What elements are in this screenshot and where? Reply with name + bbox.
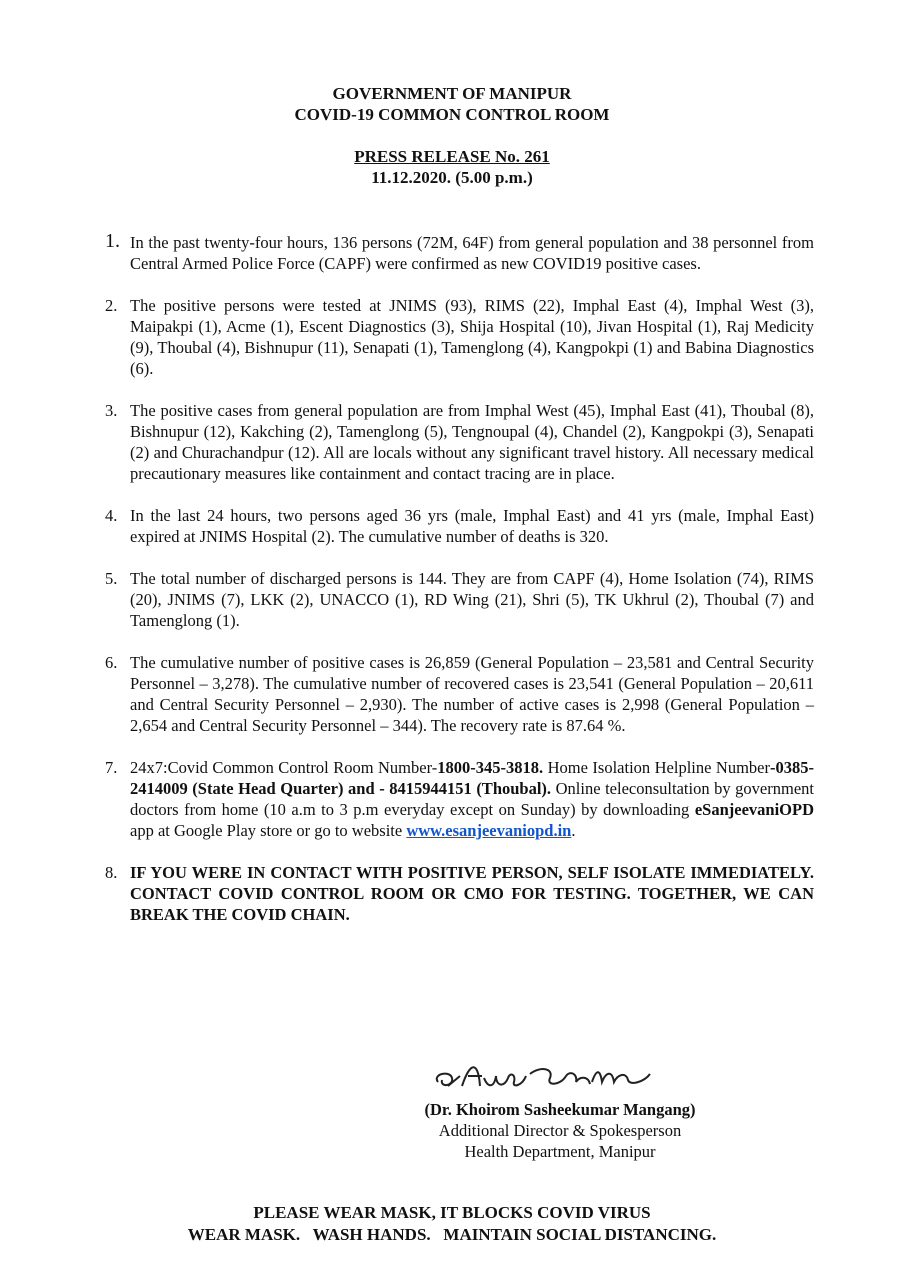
list-item [105, 400, 814, 484]
item-text: The cumulative number of positive cases is 26,859 (General Population – 23,581 and Central Security Personnel – 3,278). The cumulative number of recovered cases is 23,541 (General Population – 20,611 and Central Security Personnel – 2,930). The number of active cases is 2,998 (General Population – 2,654 and Central Security Personnel – 344). The recovery rate is 87.64 %. [130, 653, 814, 735]
advisory-text: IF YOU WERE IN CONTACT WITH POSITIVE PERSON, SELF ISOLATE IMMEDIATELY. CONTACT COVID CONTROL ROOM OR CMO FOR TESTING. TOGETHER, WE CAN BREAK THE COVID CHAIN. [130, 863, 814, 924]
item-number: 8. [105, 863, 118, 882]
helpline-numbers: -0385-2414009 (State Head Quarter) and - 8415944151 (Thoubal). [130, 758, 815, 798]
item-number: 4. [105, 506, 118, 525]
list-item [105, 652, 814, 736]
list-item-advisory [105, 862, 814, 925]
item-text: Online teleconsultation by government doctors from home (10 a.m to 3 p.m everyday except on Sunday) by downloading [130, 779, 814, 819]
item-number: 1. [105, 230, 120, 252]
item-number: 2. [105, 296, 118, 315]
list-item [105, 568, 814, 631]
item-number: 6. [105, 653, 118, 672]
item-number: 5. [105, 569, 118, 588]
footer-mask-message: PLEASE WEAR MASK, IT BLOCKS COVID VIRUS [253, 1203, 651, 1222]
signatory-department: Health Department, Manipur [464, 1142, 656, 1161]
item-text: The positive cases from general population are from Imphal West (45), Imphal East (41), Thoubal (8), Bishnupur (12), Kakching (2), Tamenglong (5), Tengnoupal (4), Chandel (2), Kangpokpi (3), Senapati (2) and Churachandpur (12). All are locals without any significant travel history. All necessary medical precautionary measures like containment and contact tracing are in place. [130, 401, 814, 483]
footer-safety-message: WEAR MASK. WASH HANDS. MAINTAIN SOCIAL DISTANCING. [187, 1225, 717, 1244]
header-government: GOVERNMENT OF MANIPUR [332, 84, 572, 103]
signatory-block [360, 1099, 760, 1162]
item-number: 7. [105, 758, 118, 777]
list-item [105, 295, 814, 379]
item-text: . [571, 821, 576, 840]
list-item [105, 232, 814, 274]
signatory-title: Additional Director & Spokesperson [438, 1121, 682, 1140]
press-release-date: 11.12.2020. (5.00 p.m.) [371, 168, 533, 187]
item-text: The positive persons were tested at JNIMS (93), RIMS (22), Imphal East (4), Imphal West (3), Maipakpi (1), Acme (1), Escent Diagnostics (3), Shija Hospital (10), Jivan Hospital (1), Raj Medicity (9), Thoubal (4), Bishnupur (11), Senapati (1), Tamenglong (4), Kangpokpi (1) and Babina Diagnostics (6). [130, 296, 814, 378]
item-text: In the last 24 hours, two persons aged 36 yrs (male, Imphal East) and 41 yrs (male, Imphal East) expired at JNIMS Hospital (2). The cumulative number of deaths is 320. [130, 506, 814, 546]
item-text: Home Isolation Helpline Number [543, 758, 771, 777]
list-item-helpline [105, 757, 814, 841]
item-text: app at Google Play store or go to website [130, 821, 407, 840]
header-control-room: COVID-19 COMMON CONTROL ROOM [294, 105, 610, 124]
item-text: In the past twenty-four hours, 136 persons (72M, 64F) from general population and 38 personnel from Central Armed Police Force (CAPF) were confirmed as new COVID19 positive cases. [130, 233, 814, 273]
item-text: 24x7:Covid Common Control Room Number- [130, 758, 438, 777]
control-room-number: 1800-345-3818. [437, 758, 544, 777]
press-release-number: PRESS RELEASE No. 261 [354, 147, 550, 166]
item-number: 3. [105, 401, 118, 420]
release-items [105, 232, 814, 946]
website-link[interactable]: www.esanjeevaniopd.in [406, 821, 572, 840]
app-name: eSanjeevaniOPD [694, 800, 814, 819]
signatory-name: (Dr. Khoirom Sasheekumar Mangang) [424, 1100, 696, 1119]
item-text: The total number of discharged persons is 144. They are from CAPF (4), Home Isolation (74), RIMS (20), JNIMS (7), LKK (2), UNACCO (1), RD Wing (21), Shri (5), TK Ukhrul (2), Thoubal (7) and Tamenglong (1). [130, 569, 814, 630]
list-item [105, 505, 814, 547]
signature-image [430, 1052, 660, 1096]
